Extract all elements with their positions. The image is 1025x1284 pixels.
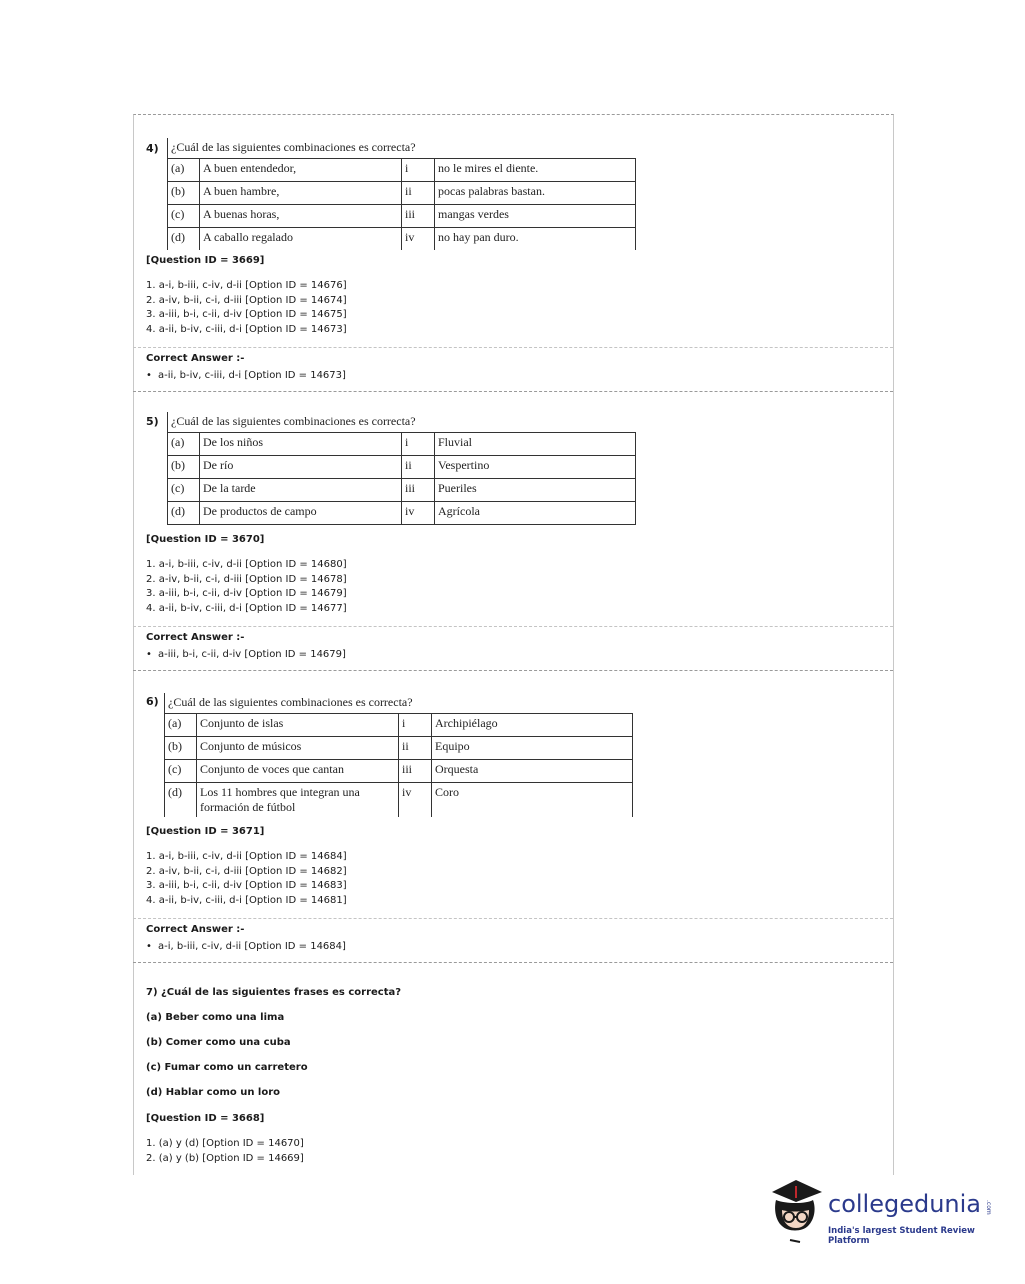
bullet-icon: • — [146, 649, 152, 660]
row-letter: (d) — [165, 783, 197, 818]
row-left: A buenas horas, — [200, 205, 402, 228]
row-left: Los 11 hombres que integran una formación de fútbol — [197, 783, 399, 818]
option-item: 1. a-i, b-iii, c-iv, d-ii [Option ID = 14680] — [146, 559, 347, 570]
option-item: 3. a-iii, b-i, c-ii, d-iv [Option ID = 14679] — [146, 588, 347, 600]
option-item: 4. a-ii, b-iv, c-iii, d-i [Option ID = 14681] — [146, 894, 347, 906]
correct-answer-text: a-i, b-iii, c-iv, d-ii [Option ID = 14684] — [158, 941, 346, 952]
row-right: Vespertino — [435, 456, 636, 479]
row-right: Orquesta — [432, 760, 633, 783]
question-prompt: ¿Cuál de las siguientes combinaciones es correcta? — [168, 412, 636, 433]
question-id: [Question ID = 3668] — [146, 1113, 265, 1124]
row-right: no hay pan duro. — [435, 228, 636, 251]
option-item: 3. a-iii, b-i, c-ii, d-iv [Option ID = 14683] — [146, 880, 347, 892]
option-item: 1. a-i, b-iii, c-iv, d-ii [Option ID = 14684] — [146, 851, 347, 862]
collegedunia-logo — [766, 1178, 996, 1248]
option-item: 1. (a) y (d) [Option ID = 14670] — [146, 1138, 304, 1149]
option-item: 2. a-iv, b-ii, c-i, d-iii [Option ID = 14674] — [146, 294, 347, 306]
bullet-icon: • — [146, 370, 152, 381]
row-letter: (b) — [168, 182, 200, 205]
divider — [133, 962, 893, 963]
row-letter: (d) — [168, 228, 200, 251]
question-id: [Question ID = 3670] — [146, 534, 265, 545]
correct-answer-label: Correct Answer :- — [146, 632, 245, 643]
statement-item: (d) Hablar como un loro — [146, 1087, 281, 1098]
bullet-icon: • — [146, 941, 152, 952]
row-letter: (a) — [168, 159, 200, 182]
row-right: Pueriles — [435, 479, 636, 502]
statement-item: (b) Comer como una cuba — [146, 1037, 291, 1048]
option-list — [146, 279, 347, 337]
correct-answer-label: Correct Answer :- — [146, 924, 245, 935]
row-roman: iii — [402, 479, 435, 502]
option-item: 1. a-i, b-iii, c-iv, d-ii [Option ID = 14676] — [146, 280, 347, 291]
row-letter: (c) — [168, 205, 200, 228]
row-right: pocas palabras bastan. — [435, 182, 636, 205]
row-left: De río — [200, 456, 402, 479]
row-right: no le mires el diente. — [435, 159, 636, 182]
row-left: A caballo regalado — [200, 228, 402, 251]
correct-answer — [146, 649, 346, 660]
row-left: Conjunto de músicos — [197, 737, 399, 760]
correct-answer-text: a-ii, b-iv, c-iii, d-i [Option ID = 14673] — [158, 370, 346, 381]
option-item: 2. a-iv, b-ii, c-i, d-iii [Option ID = 14682] — [146, 865, 347, 877]
row-roman: ii — [402, 456, 435, 479]
row-left: De la tarde — [200, 479, 402, 502]
divider — [133, 347, 893, 348]
question-number: 6) — [146, 695, 159, 708]
row-right: Fluvial — [435, 433, 636, 456]
option-list — [146, 558, 347, 616]
row-left: Conjunto de islas — [197, 714, 399, 737]
logo-tagline: India's largest Student Review Platform — [828, 1226, 975, 1246]
row-roman: ii — [402, 182, 435, 205]
divider — [133, 626, 893, 627]
row-letter: (d) — [168, 502, 200, 525]
option-list — [146, 850, 347, 908]
question-id: [Question ID = 3669] — [146, 255, 265, 266]
row-right: Coro — [432, 783, 633, 818]
row-left: A buen entendedor, — [200, 159, 402, 182]
row-roman: i — [402, 433, 435, 456]
question-id: [Question ID = 3671] — [146, 826, 265, 837]
divider — [133, 670, 893, 671]
correct-answer-label: Correct Answer :- — [146, 353, 245, 364]
row-roman: iv — [399, 783, 432, 818]
option-item: 2. (a) y (b) [Option ID = 14669] — [146, 1152, 304, 1164]
option-item: 4. a-ii, b-iv, c-iii, d-i [Option ID = 14677] — [146, 602, 347, 614]
row-roman: iii — [402, 205, 435, 228]
row-roman: i — [402, 159, 435, 182]
correct-answer-text: a-iii, b-i, c-ii, d-iv [Option ID = 14679] — [158, 649, 346, 660]
row-roman: iv — [402, 228, 435, 251]
row-roman: ii — [399, 737, 432, 760]
logo-wordmark: collegedunia — [828, 1190, 982, 1218]
row-roman: iv — [402, 502, 435, 525]
row-letter: (b) — [168, 456, 200, 479]
row-letter: (c) — [165, 760, 197, 783]
row-left: De los niños — [200, 433, 402, 456]
option-item: 4. a-ii, b-iv, c-iii, d-i [Option ID = 14673] — [146, 323, 347, 335]
row-letter: (b) — [165, 737, 197, 760]
row-left: Conjunto de voces que cantan — [197, 760, 399, 783]
match-table — [167, 138, 636, 250]
question-7-title: 7) ¿Cuál de las siguientes frases es correcta? — [146, 987, 402, 998]
logo-suffix: .com — [985, 1200, 992, 1215]
correct-answer — [146, 941, 346, 952]
question-number: 5) — [146, 415, 159, 428]
row-right: mangas verdes — [435, 205, 636, 228]
option-list — [146, 1137, 304, 1166]
match-table — [164, 693, 633, 817]
row-left: De productos de campo — [200, 502, 402, 525]
row-right: Agrícola — [435, 502, 636, 525]
row-right: Archipiélago — [432, 714, 633, 737]
match-table — [167, 412, 636, 525]
row-right: Equipo — [432, 737, 633, 760]
statement-item: (a) Beber como una lima — [146, 1012, 285, 1023]
row-letter: (a) — [165, 714, 197, 737]
option-item: 2. a-iv, b-ii, c-i, d-iii [Option ID = 14678] — [146, 573, 347, 585]
option-item: 3. a-iii, b-i, c-ii, d-iv [Option ID = 14675] — [146, 309, 347, 321]
divider — [133, 918, 893, 919]
graduate-mascot-icon — [766, 1178, 826, 1248]
divider — [133, 391, 893, 392]
row-roman: i — [399, 714, 432, 737]
row-left: A buen hambre, — [200, 182, 402, 205]
row-roman: iii — [399, 760, 432, 783]
correct-answer — [146, 370, 346, 381]
statement-item: (c) Fumar como un carretero — [146, 1062, 308, 1073]
question-prompt: ¿Cuál de las siguientes combinaciones es correcta? — [168, 138, 636, 159]
row-letter: (c) — [168, 479, 200, 502]
question-number: 4) — [146, 142, 159, 155]
question-prompt: ¿Cuál de las siguientes combinaciones es correcta? — [165, 693, 633, 714]
row-letter: (a) — [168, 433, 200, 456]
